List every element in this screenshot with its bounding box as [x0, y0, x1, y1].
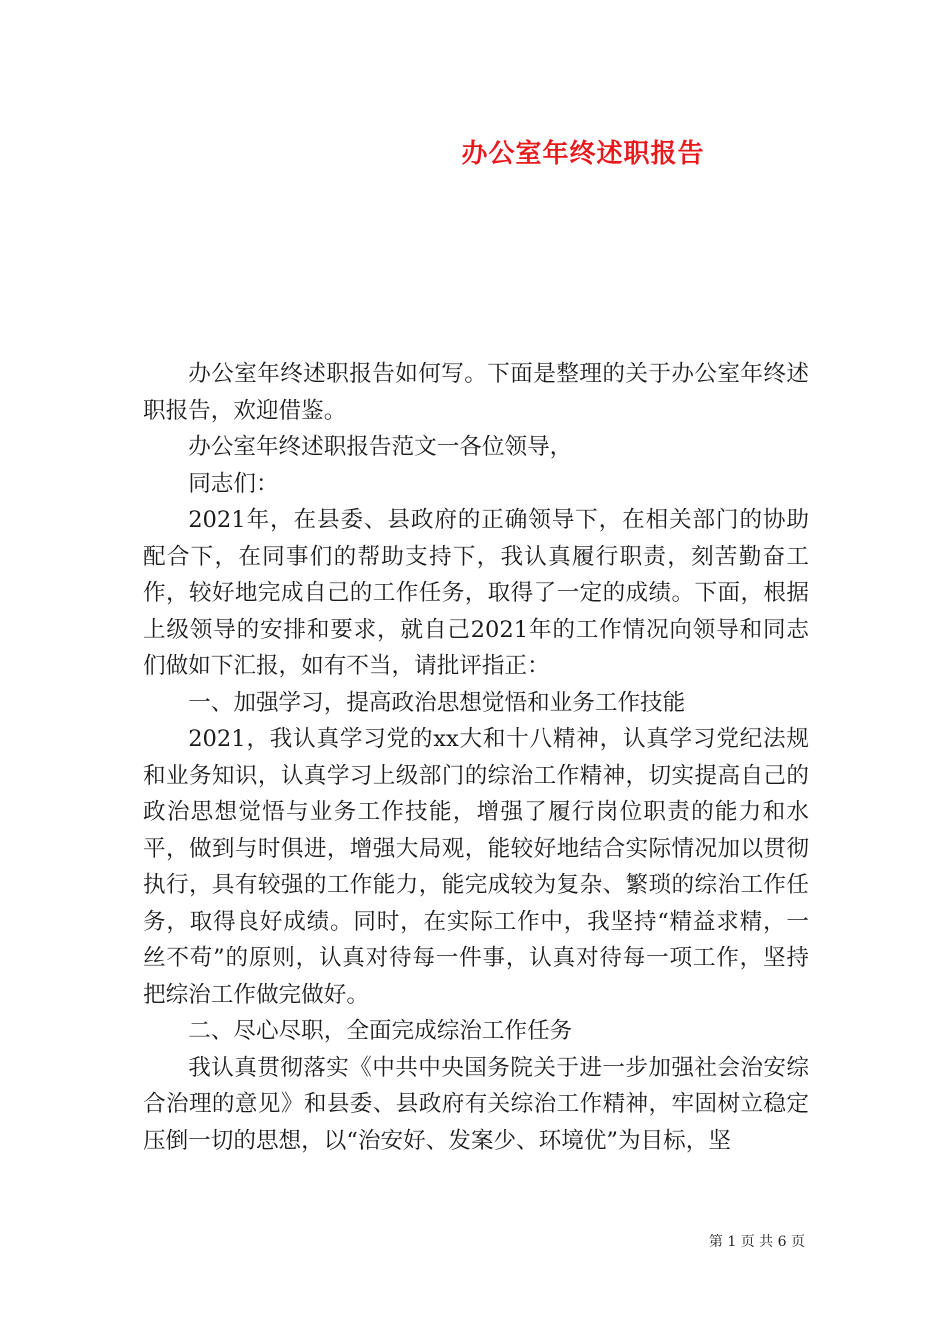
paragraph-overview: 2021年，在县委、县政府的正确领导下，在相关部门的协助配合下，在同事们的帮助支持下，我认真履行职责，刻苦勤奋工作，较好地完成自己的工作任务，取得了一定的成绩。下面，根据上级领导的安排和要求，就自己2021年的工作情况向领导和同志们做如下汇报，如有不当，请批评指正： — [143, 507, 809, 679]
paragraph-salutation: 办公室年终述职报告范文一各位领导， — [188, 434, 573, 460]
document-body — [143, 356, 809, 1159]
section-heading-2: 二、尽心尽职，全面完成综治工作任务 — [188, 1018, 573, 1044]
section-heading-1: 一、加强学习，提高政治思想觉悟和业务工作技能 — [188, 689, 686, 716]
paragraph-intro: 办公室年终述职报告如何写。下面是整理的关于办公室年终述职报告，欢迎借鉴。 — [143, 361, 809, 424]
paragraph-salutation-cont: 同志们： — [188, 470, 279, 497]
paragraph-section-2: 我认真贯彻落实《中共中央国务院关于进一步加强社会治安综合治理的意见》和县委、县政府有关综治工作精神，牢固树立稳定压倒一切的思想，以“治安好、发案少、环境优”为目标，坚 — [143, 1054, 809, 1154]
paragraph-section-1: 2021，我认真学习党的xx大和十八精神，认真学习党纪法规和业务知识，认真学习上级部门的综治工作精神，切实提高自己的政治思想觉悟与业务工作技能，增强了履行岗位职责的能力和水平，做到与时俱进，增强大局观，能较好地结合实际情况加以贯彻执行，具有较强的工作能力，能完成较为复杂、繁琐的综治工作任务，取得良好成绩。同时，在实际工作中，我坚持“精益求精，一丝不苟”的原则，认真对待每一件事，认真对待每一项工作，坚持把综治工作做完做好。 — [143, 726, 809, 1008]
page-title: 办公室年终述职报告 — [461, 139, 705, 169]
page-footer: 第 1 页 共 6 页 — [708, 1234, 805, 1250]
